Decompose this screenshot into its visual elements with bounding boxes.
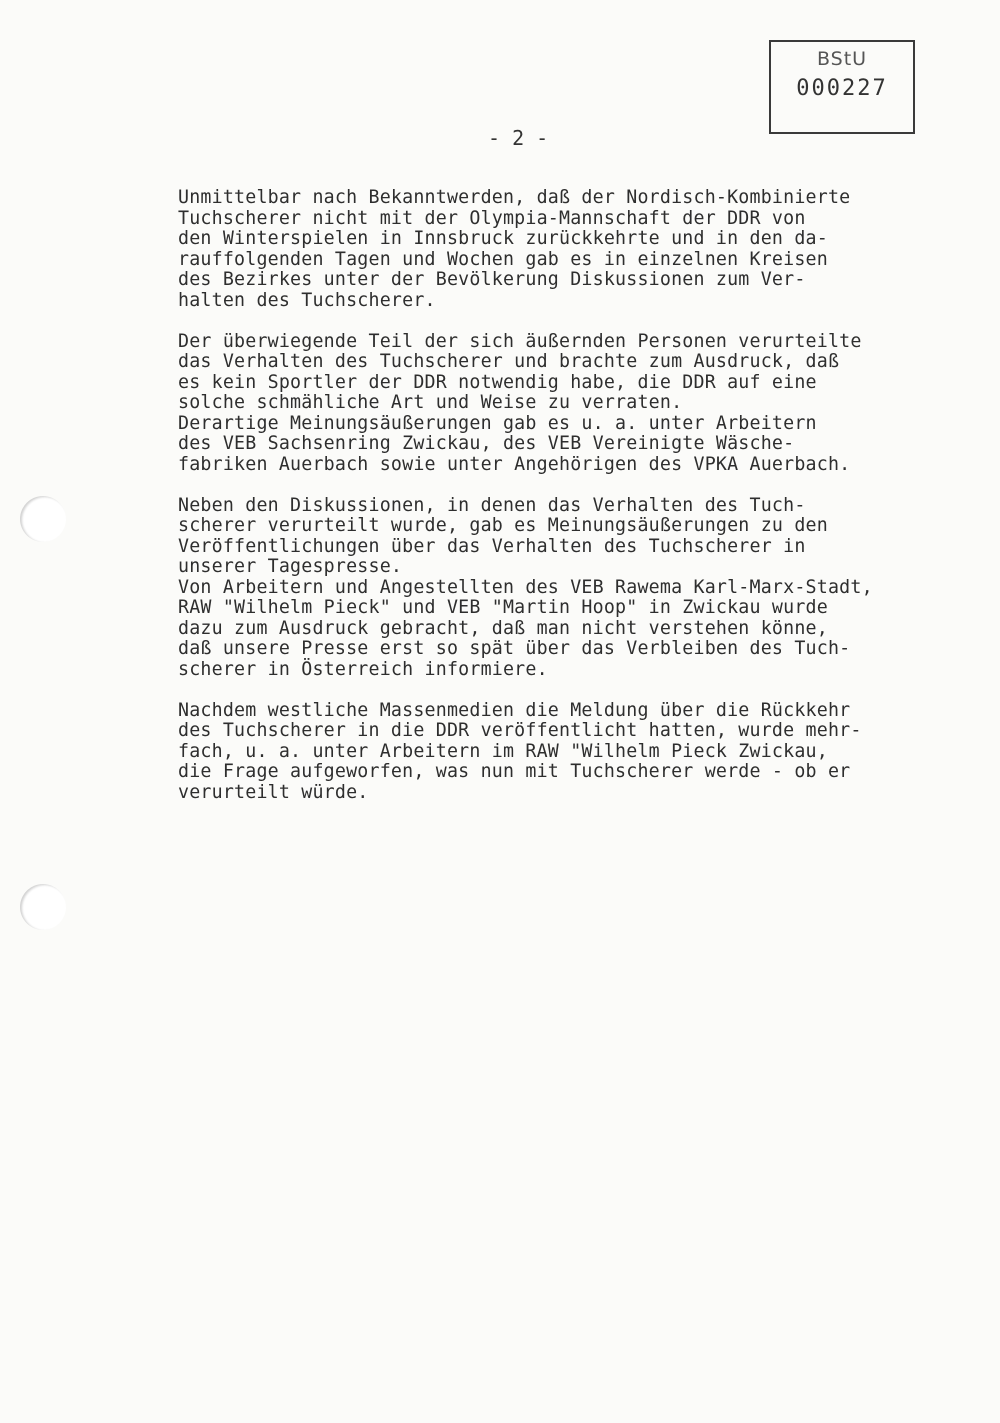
text-line: scherer in Österreich informiere. [178, 658, 548, 680]
text-line: scherer verurteilt wurde, gab es Meinungsäußerungen zu den [178, 515, 828, 536]
text-line: Veröffentlichungen über das Verhalten des Tuchscherer in [178, 535, 806, 557]
text-line: Der überwiegende Teil der sich äußernden Personen verurteilte [178, 330, 862, 352]
text-line: Nachdem westliche Massenmedien die Meldung über die Rückkehr [178, 699, 851, 721]
text-line: Von Arbeitern und Angestellten des VEB Rawema Karl-Marx-Stadt, [178, 576, 873, 598]
text-line: des Tuchscherer in die DDR veröffentlicht hatten, wurde mehr- [178, 720, 862, 741]
text-line: des Bezirkes unter der Bevölkerung Diskussionen zum Ver- [178, 269, 806, 290]
paragraph-1 [178, 188, 978, 311]
paragraph-4 [178, 701, 978, 804]
text-line: dazu zum Ausdruck gebracht, daß man nicht verstehen könne, [178, 617, 828, 639]
archive-stamp [769, 40, 915, 134]
text-line: fabriken Auerbach sowie unter Angehörigen des VPKA Auerbach. [178, 453, 851, 475]
text-line: Derartige Meinungsäußerungen gab es u. a. unter Arbeitern [178, 412, 817, 434]
paragraph-3 [178, 496, 978, 681]
paragraph-2 [178, 332, 978, 476]
text-line: Neben den Diskussionen, in denen das Verhalten des Tuch- [178, 494, 806, 516]
text-line: fach, u. a. unter Arbeitern im RAW "Wilhelm Pieck Zwickau, [178, 740, 828, 762]
text-line: unserer Tagespresse. [178, 556, 403, 577]
text-line: des VEB Sachsenring Zwickau, des VEB Vereinigte Wäsche- [178, 433, 795, 454]
text-line: es kein Sportler der DDR notwendig habe, die DDR auf eine [178, 371, 817, 393]
stamp-label: BStU [816, 48, 868, 70]
text-line: Tuchscherer nicht mit der Olympia-Mannschaft der DDR von [178, 207, 806, 229]
body-text [178, 188, 978, 824]
punch-hole-bottom [20, 884, 66, 930]
text-line: rauffolgenden Tagen und Wochen gab es in einzelnen Kreisen [178, 248, 828, 270]
page-number: - 2 - [488, 126, 549, 150]
stamp-number: 000227 [796, 76, 888, 101]
text-line: Unmittelbar nach Bekanntwerden, daß der Nordisch-Kombinierte [178, 187, 851, 208]
text-line: die Frage aufgeworfen, was nun mit Tuchscherer werde - ob er [178, 761, 851, 782]
text-line: halten des Tuchscherer. [178, 289, 436, 311]
text-line: daß unsere Presse erst so spät über das Verbleiben des Tuch- [178, 638, 851, 659]
text-line: RAW "Wilhelm Pieck" und VEB "Martin Hoop" in Zwickau wurde [178, 597, 828, 618]
text-line: den Winterspielen in Innsbruck zurückkehrte und in den da- [178, 228, 828, 249]
punch-hole-top [20, 496, 66, 542]
text-line: solche schmähliche Art und Weise zu verraten. [178, 392, 683, 413]
text-line: verurteilt würde. [178, 781, 369, 803]
text-line: das Verhalten des Tuchscherer und brachte zum Ausdruck, daß [178, 351, 840, 372]
